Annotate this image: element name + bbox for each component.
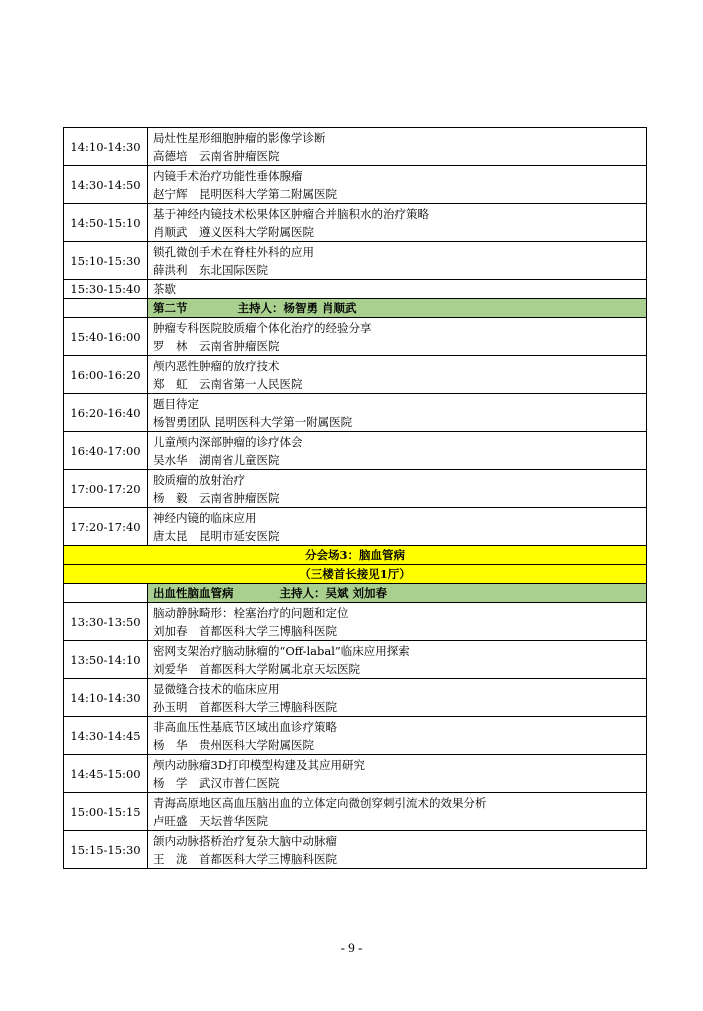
section-host: 主持人：杨智勇 肖顺武 [237,301,357,315]
talk-title: 题目待定 [153,396,199,411]
speaker-affiliation: 刘爱华 首都医科大学附属北京天坛医院 [153,661,360,676]
session-cell [148,204,647,242]
talk-title: 密网支架治疗脑动脉瘤的“Off-labal”临床应用探索 [153,643,410,658]
talk-title: 局灶性星形细胞肿瘤的影像学诊断 [153,130,326,145]
speaker-affiliation: 杨 华 贵州医科大学附属医院 [153,737,314,752]
page-number: - 9 - [340,940,363,955]
session-time: 15:15-15:30 [64,831,148,869]
session-time: 15:00-15:15 [64,793,148,831]
session-time: 13:30-13:50 [64,603,148,641]
section-header-row [64,584,647,603]
table-row [64,394,647,432]
venue-header-row [64,546,647,565]
session-time: 15:10-15:30 [64,242,148,280]
table-row [64,166,647,204]
speaker-affiliation: 王 泷 首都医科大学三博脑科医院 [153,851,337,866]
speaker-affiliation: 薛洪利 东北国际医院 [153,262,268,277]
table-row [64,432,647,470]
section-host: 主持人：吴斌 刘加春 [279,586,388,600]
talk-title: 锁孔微创手术在脊柱外科的应用 [153,244,314,259]
talk-title: 颌内动脉搭桥治疗复杂大脑中动脉瘤 [153,833,337,848]
session-cell [148,128,647,166]
talk-title: 内镜手术治疗功能性垂体腺瘤 [153,168,303,183]
talk-title: 脑动静脉畸形：栓塞治疗的问题和定位 [153,605,349,620]
venue-location: （三楼首长接见1厅） [64,565,647,584]
speaker-affiliation: 杨 毅 云南省肿瘤医院 [153,490,280,505]
session-time: 17:20-17:40 [64,508,148,546]
schedule-table [63,127,647,869]
section-header-blank [64,584,148,603]
table-row [64,603,647,641]
talk-title: 颅内动脉瘤3D打印模型构建及其应用研究 [153,757,366,772]
speaker-affiliation: 郑 虹 云南省第一人民医院 [153,376,303,391]
table-row [64,128,647,166]
speaker-affiliation: 刘加春 首都医科大学三博脑科医院 [153,623,337,638]
session-cell [148,603,647,641]
session-time: 14:10-14:30 [64,679,148,717]
talk-title: 颅内恶性肿瘤的放疗技术 [153,358,280,373]
session-cell [148,831,647,869]
session-cell [148,470,647,508]
talk-title: 神经内镜的临床应用 [153,510,257,525]
table-row [64,679,647,717]
table-row [64,242,647,280]
talk-title: 青海高原地区高血压脑出血的立体定向微创穿刺引流术的效果分析 [153,795,487,810]
session-cell [148,432,647,470]
session-time: 14:45-15:00 [64,755,148,793]
session-time: 17:00-17:20 [64,470,148,508]
speaker-affiliation: 赵宁辉 昆明医科大学第二附属医院 [153,186,337,201]
talk-title: 非高血压性基底节区域出血诊疗策略 [153,719,337,734]
session-time: 13:50-14:10 [64,641,148,679]
section-header-blank [64,299,148,318]
session-cell [148,394,647,432]
session-cell [148,356,647,394]
speaker-affiliation: 孙玉明 首都医科大学三博脑科医院 [153,699,337,714]
session-cell [148,793,647,831]
table-row [64,793,647,831]
speaker-affiliation: 卢旺盛 天坛普华医院 [153,813,268,828]
session-cell [148,717,647,755]
table-row [64,831,647,869]
venue-location-row [64,565,647,584]
speaker-affiliation: 杨 学 武汉市普仁医院 [153,775,280,790]
section-header [148,584,647,603]
session-time: 15:40-16:00 [64,318,148,356]
talk-title: 肿瘤专科医院胶质瘤个体化治疗的经验分享 [153,320,372,335]
session-cell [148,242,647,280]
session-time: 14:10-14:30 [64,128,148,166]
section-name: 出血性脑血管病 [153,586,234,600]
venue-title: 分会场3：脑血管病 [64,546,647,565]
talk-title: 儿童颅内深部肿瘤的诊疗体会 [153,434,303,449]
section-header [148,299,647,318]
session-cell [148,679,647,717]
speaker-affiliation: 吴水华 湖南省儿童医院 [153,452,280,467]
session-time: 16:00-16:20 [64,356,148,394]
break-label: 茶歇 [148,280,647,299]
talk-title: 基于神经内镜技术松果体区肿瘤合并脑积水的治疗策略 [153,206,429,221]
speaker-affiliation: 杨智勇团队 昆明医科大学第一附属医院 [153,414,353,429]
section-header-row [64,299,647,318]
table-row [64,204,647,242]
session-time: 14:50-15:10 [64,204,148,242]
speaker-affiliation: 高德培 云南省肿瘤医院 [153,148,280,163]
session-cell [148,318,647,356]
table-row [64,755,647,793]
section-name: 第二节 [153,301,188,315]
talk-title: 显微缝合技术的临床应用 [153,681,280,696]
session-cell [148,508,647,546]
session-time: 16:20-16:40 [64,394,148,432]
session-time: 14:30-14:50 [64,166,148,204]
table-row [64,641,647,679]
session-cell [148,166,647,204]
table-row [64,717,647,755]
table-row [64,470,647,508]
table-row [64,508,647,546]
speaker-affiliation: 唐太昆 昆明市延安医院 [153,528,280,543]
talk-title: 胶质瘤的放射治疗 [153,472,245,487]
table-row [64,318,647,356]
session-time: 16:40-17:00 [64,432,148,470]
session-time: 14:30-14:45 [64,717,148,755]
speaker-affiliation: 罗 林 云南省肿瘤医院 [153,338,280,353]
break-row [64,280,647,299]
session-cell [148,641,647,679]
break-time: 15:30-15:40 [64,280,148,299]
speaker-affiliation: 肖顺武 遵义医科大学附属医院 [153,224,314,239]
table-row [64,356,647,394]
session-cell [148,755,647,793]
